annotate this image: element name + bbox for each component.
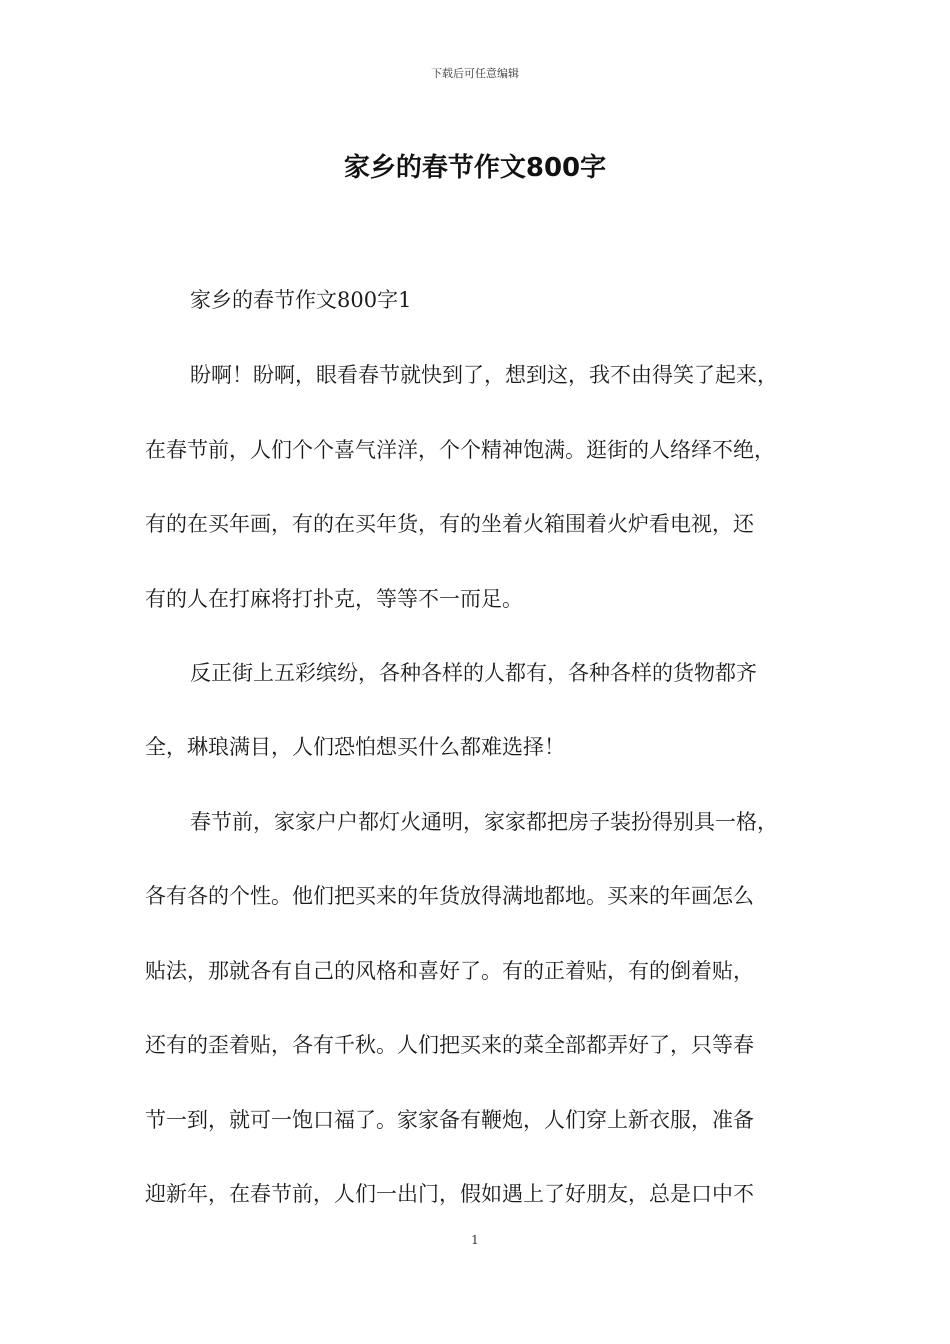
header-note: 下载后可任意编辑 bbox=[431, 67, 519, 80]
body-line-12: 节一到，就可一饱口福了。家家备有鞭炮，人们穿上新衣服，准备 bbox=[145, 1108, 754, 1132]
body-line-5: 有的人在打麻将打扑克，等等不一而足。 bbox=[145, 587, 523, 611]
document-title: 家乡的春节作文800字 bbox=[343, 153, 607, 183]
body-line-6: 反正街上五彩缤纷，各种各样的人都有，各种各样的货物都齐 bbox=[190, 661, 757, 685]
body-line-10: 贴法，那就各有自己的风格和喜好了。有的正着贴，有的倒着贴， bbox=[145, 959, 754, 983]
body-line-3: 在春节前，人们个个喜气洋洋，个个精神饱满。逛街的人络绎不绝， bbox=[145, 438, 775, 462]
body-line-1: 家乡的春节作文800字1 bbox=[190, 288, 412, 312]
body-line-13: 迎新年，在春节前，人们一出门，假如遇上了好朋友，总是口中不 bbox=[145, 1182, 754, 1206]
body-line-9: 各有各的个性。他们把买来的年货放得满地都地。买来的年画怎么 bbox=[145, 884, 754, 908]
body-line-2: 盼啊！盼啊，眼看春节就快到了，想到这，我不由得笑了起来， bbox=[190, 363, 778, 387]
page-number: 1 bbox=[471, 1233, 479, 1247]
body-line-4: 有的在买年画，有的在买年货，有的坐着火箱围着火炉看电视，还 bbox=[145, 512, 754, 536]
body-line-7: 全，琳琅满目，人们恐怕想买什么都难选择！ bbox=[145, 735, 565, 759]
body-line-8: 春节前，家家户户都灯火通明，家家都把房子装扮得别具一格， bbox=[190, 810, 778, 834]
body-line-11: 还有的歪着贴，各有千秋。人们把买来的菜全部都弄好了，只等春 bbox=[145, 1033, 754, 1057]
